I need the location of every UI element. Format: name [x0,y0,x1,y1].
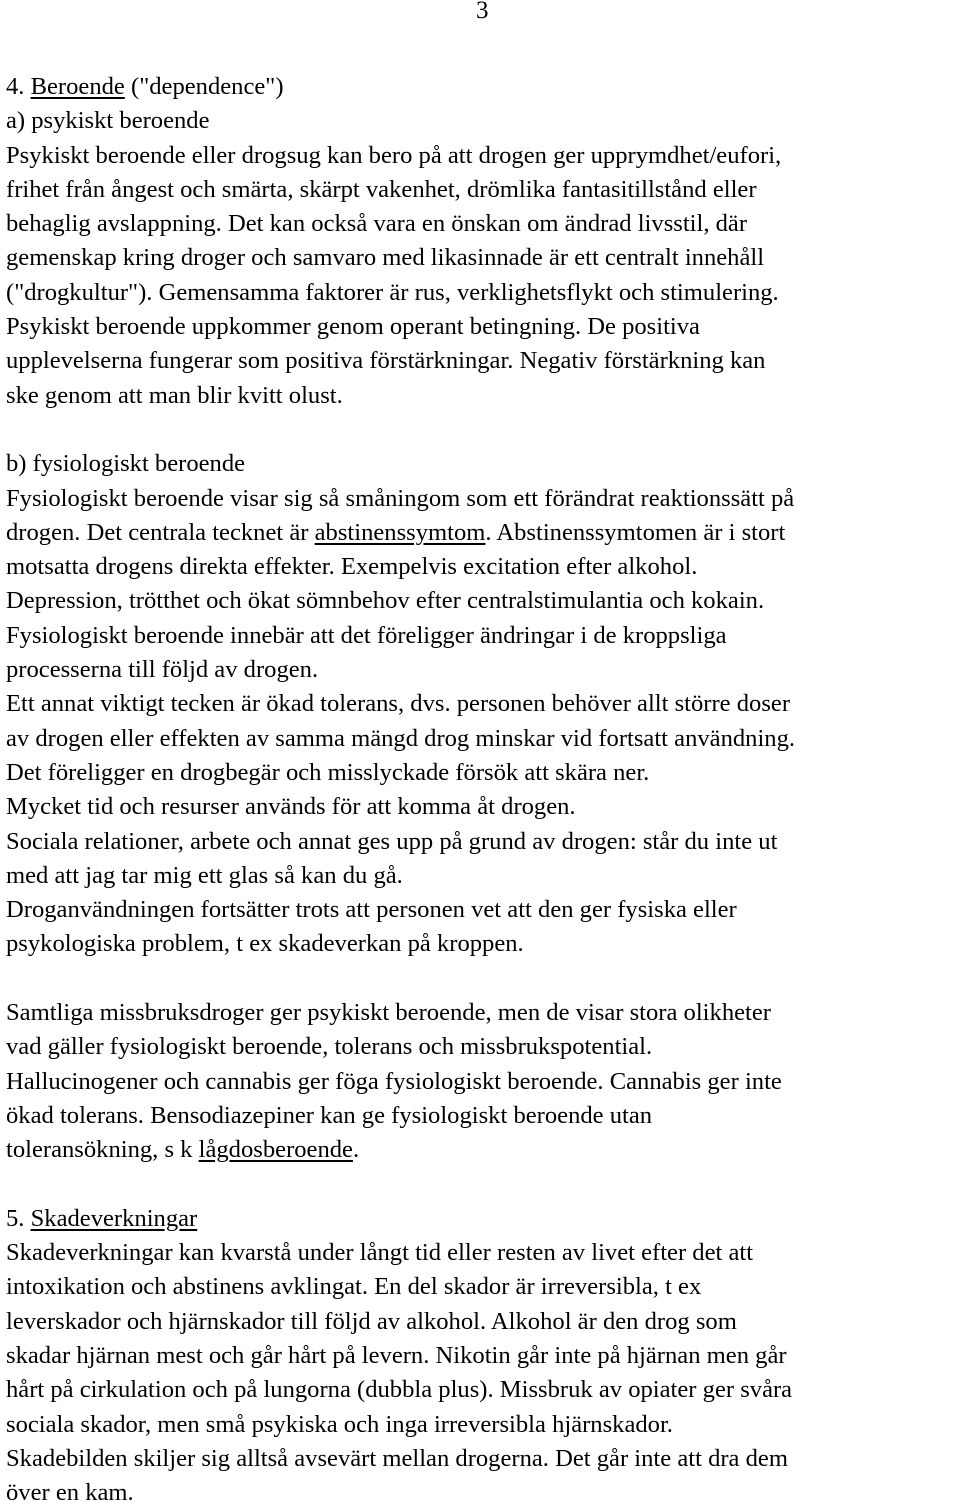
blank-line [6,962,960,996]
paragraph-line: Skadeverkningar kan kvarstå under långt tid eller resten av livet efter det att [6,1239,754,1267]
paragraph-line: frihet från ångest och smärta, skärpt vakenhet, drömlika fantasitillstånd eller [6,175,757,203]
paragraph-line: Hallucinogener och cannabis ger föga fysiologiskt beroende. Cannabis ger inte [6,1067,782,1095]
section-4-title-suffix: ("dependence") [131,73,284,100]
paragraph-line: Psykiskt beroende eller drogsug kan bero på att drogen ger upprymdhet/eufori, [6,141,782,169]
paragraph-line: sociala skador, men små psykiska och inga irreversibla hjärnskador. [6,1410,673,1438]
paragraph-line: Det föreligger en drogbegär och misslyckade försök att skära ner. [6,758,650,786]
paragraph-line: Mycket tid och resurser används för att komma åt drogen. [6,793,576,821]
blank-line [6,413,960,447]
paragraph-line: Depression, trötthet och ökat sömnbehov efter centralstimulantia och kokain. [6,587,765,615]
paragraph-line: Fysiologiskt beroende innebär att det föreligger ändringar i de kroppsliga [6,621,727,649]
paragraph-line: Ett annat viktigt tecken är ökad tolerans, dvs. personen behöver allt större doser [6,690,791,718]
paragraph-line: processerna till följd av drogen. [6,656,319,684]
paragraph-line: Psykiskt beroende uppkommer genom operant betingning. De positiva [6,313,700,341]
paragraph-line: leverskador och hjärnskador till följd av alkohol. Alkohol är den drog som [6,1307,737,1335]
section-5-heading [6,1202,960,1236]
paragraph-line: vad gäller fysiologiskt beroende, tolerans och missbrukspotential. [6,1033,653,1061]
section-4-title: Beroende [30,73,125,100]
paragraph-line: av drogen eller effekten av samma mängd drog minskar vid fortsatt användning. [6,724,796,752]
paragraph-line: Droganvändningen fortsätter trots att personen vet att den ger fysiska eller [6,896,737,924]
paragraph-line: Skadebilden skiljer sig alltså avsevärt mellan drogerna. Det går inte att dra dem [6,1444,788,1472]
paragraph-line: ökad tolerans. Bensodiazepiner kan ge fysiologiskt beroende utan [6,1101,653,1129]
page-number: 3 [476,0,489,24]
paragraph-line: skadar hjärnan mest och går hårt på levern. Nikotin går inte på hjärnan men går [6,1341,787,1369]
paragraph-line: hårt på cirkulation och på lungorna (dubbla plus). Missbruk av opiater ger svåra [6,1376,793,1404]
subsection-a-heading: a) psykiskt beroende [6,107,210,135]
paragraph-line: ske genom att man blir kvitt olust. [6,381,343,409]
text-run: drogen. Det centrala tecknet är [6,518,315,546]
paragraph-line: med att jag tar mig ett glas så kan du gå. [6,861,403,889]
paragraph-line: Sociala relationer, arbete och annat ges upp på grund av drogen: står du inte ut [6,827,778,855]
text-run: . [352,1136,360,1164]
paragraph-line: motsatta drogens direkta effekter. Exempelvis excitation efter alkohol. [6,553,698,581]
paragraph-line [6,516,960,550]
term-abstinenssymtom: abstinenssymtom [314,518,486,546]
paragraph-line: psykologiska problem, t ex skadeverkan på kroppen. [6,930,524,958]
paragraph-line: intoxikation och abstinens avklingat. En del skador är irreversibla, t ex [6,1273,702,1301]
document-body [6,70,960,1510]
paragraph-line [6,1133,960,1167]
section-4-heading [6,70,960,104]
paragraph-line: behaglig avslappning. Det kan också vara en önskan om ändrad livsstil, där [6,210,748,238]
text-run: toleransökning, s k [6,1136,199,1164]
subsection-b-heading: b) fysiologiskt beroende [6,450,246,478]
text-run: . Abstinenssymtomen är i stort [485,518,786,546]
paragraph-line: upplevelserna fungerar som positiva förstärkningar. Negativ förstärkning kan [6,347,766,375]
blank-line [6,1168,960,1202]
section-5-title: Skadeverkningar [30,1204,198,1232]
paragraph-line: gemenskap kring droger och samvaro med likasinnade är ett centralt innehåll [6,244,765,272]
section-4-number: 4. [6,73,25,100]
section-5-number: 5. [6,1204,25,1232]
paragraph-line: Samtliga missbruksdroger ger psykiskt beroende, men de visar stora olikheter [6,999,771,1027]
paragraph-line: ("drogkultur"). Gemensamma faktorer är rus, verklighetsflykt och stimulering. [6,278,779,306]
paragraph-line: Fysiologiskt beroende visar sig så småningom som ett förändrat reaktionssätt på [6,484,795,512]
paragraph-line: över en kam. [6,1479,134,1507]
term-lagdosberoende: lågdosberoende [198,1136,353,1164]
